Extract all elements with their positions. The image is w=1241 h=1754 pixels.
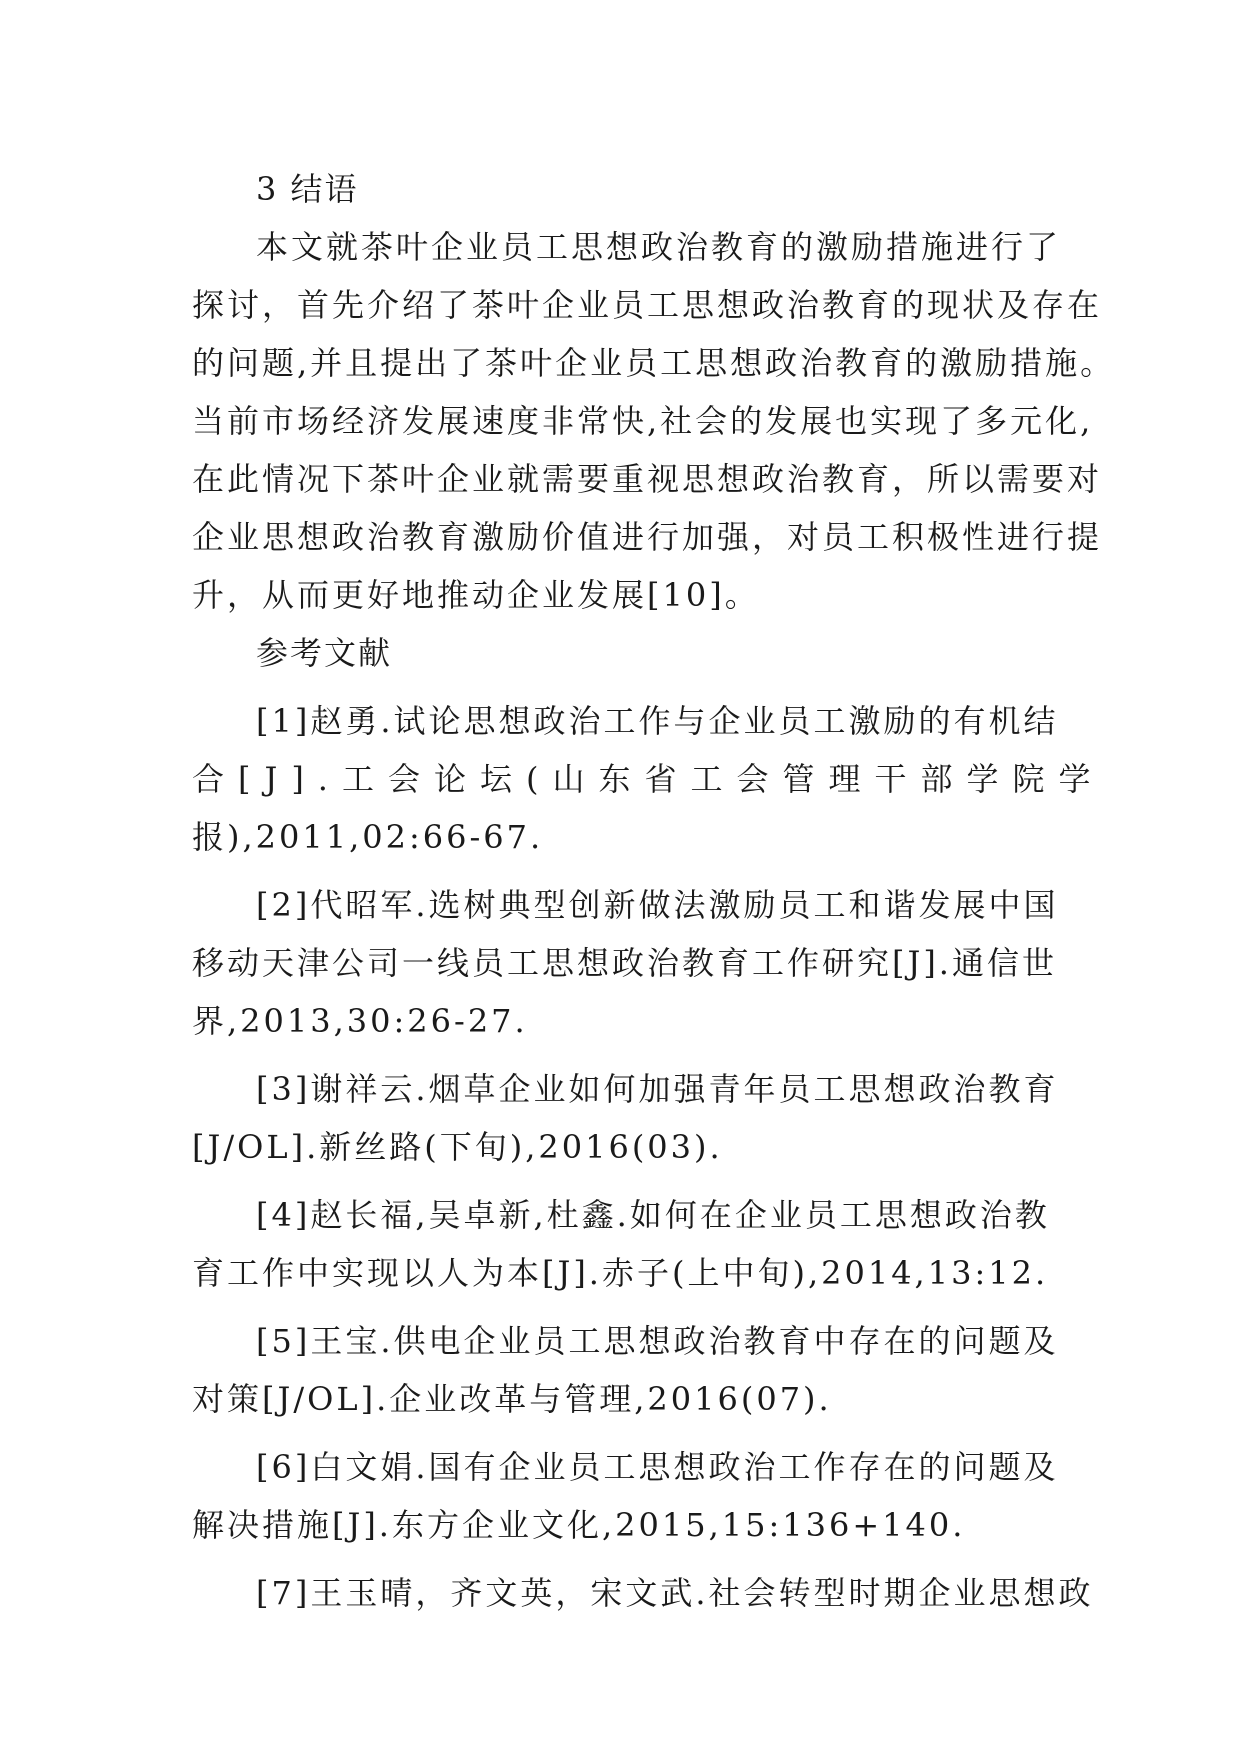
document-page (192, 160, 1116, 1622)
reference-item (192, 1312, 1059, 1428)
reference-item (192, 1060, 1059, 1176)
reference-line: [5]王宝.供电企业员工思想政治教育中存在的问题及 (256, 1322, 1059, 1360)
section-heading: 3 结语 (256, 170, 359, 208)
reference-line: 对策[J/OL].企业改革与管理,2016(07). (192, 1380, 832, 1418)
reference-line: [J/OL].新丝路(下旬),2016(03). (192, 1128, 723, 1166)
reference-line: [1]赵勇.试论思想政治工作与企业员工激励的有机结 (256, 702, 1059, 740)
reference-line: [4]赵长福,吴卓新,杜鑫.如何在企业员工思想政治教 (256, 1196, 1050, 1234)
reference-line: [3]谢祥云.烟草企业如何加强青年员工思想政治教育 (256, 1070, 1059, 1108)
reference-line: [6]白文娟.国有企业员工思想政治工作存在的问题及 (256, 1448, 1059, 1486)
conclusion-paragraph (192, 218, 1116, 624)
reference-item (192, 692, 1105, 866)
reference-item (192, 1186, 1052, 1302)
paragraph-line: 本文就茶叶企业员工思想政治教育的激励措施进行了 (256, 228, 1062, 266)
paragraph-line: 当前市场经济发展速度非常快,社会的发展也实现了多元化, (192, 402, 1094, 440)
reference-line: [7]王玉晴，齐文英，宋文武.社会转型时期企业思想政 (256, 1574, 1094, 1612)
paragraph-line: 在此情况下茶叶企业就需要重视思想政治教育，所以需要对 (192, 460, 1103, 498)
reference-line: 报),2011,02:66-67. (192, 818, 544, 856)
references-heading: 参考文献 (256, 634, 393, 672)
reference-line: 解决措施[J].东方企业文化,2015,15:136+140. (192, 1506, 966, 1544)
reference-line: [2]代昭军.选树典型创新做法激励员工和谐发展中国 (256, 886, 1059, 924)
reference-item (192, 1564, 1094, 1622)
reference-line: 移动天津公司一线员工思想政治教育工作研究[J].通信世 (192, 944, 1057, 982)
reference-line: 合[J].工会论坛(山东省工会管理干部学院学 (192, 760, 1105, 798)
reference-list (192, 682, 1105, 1622)
paragraph-line: 探讨，首先介绍了茶叶企业员工思想政治教育的现状及存在 (192, 286, 1103, 324)
reference-item (192, 876, 1059, 1050)
reference-item (192, 1438, 1059, 1554)
paragraph-line: 企业思想政治教育激励价值进行加强，对员工积极性进行提 (192, 518, 1103, 556)
reference-line: 育工作中实现以人为本[J].赤子(上中旬),2014,13:12. (192, 1254, 1049, 1292)
reference-line: 界,2013,30:26-27. (192, 1002, 528, 1040)
paragraph-line: 升，从而更好地推动企业发展[10]。 (192, 576, 760, 614)
paragraph-line: 的问题,并且提出了茶叶企业员工思想政治教育的激励措施。 (192, 344, 1116, 382)
